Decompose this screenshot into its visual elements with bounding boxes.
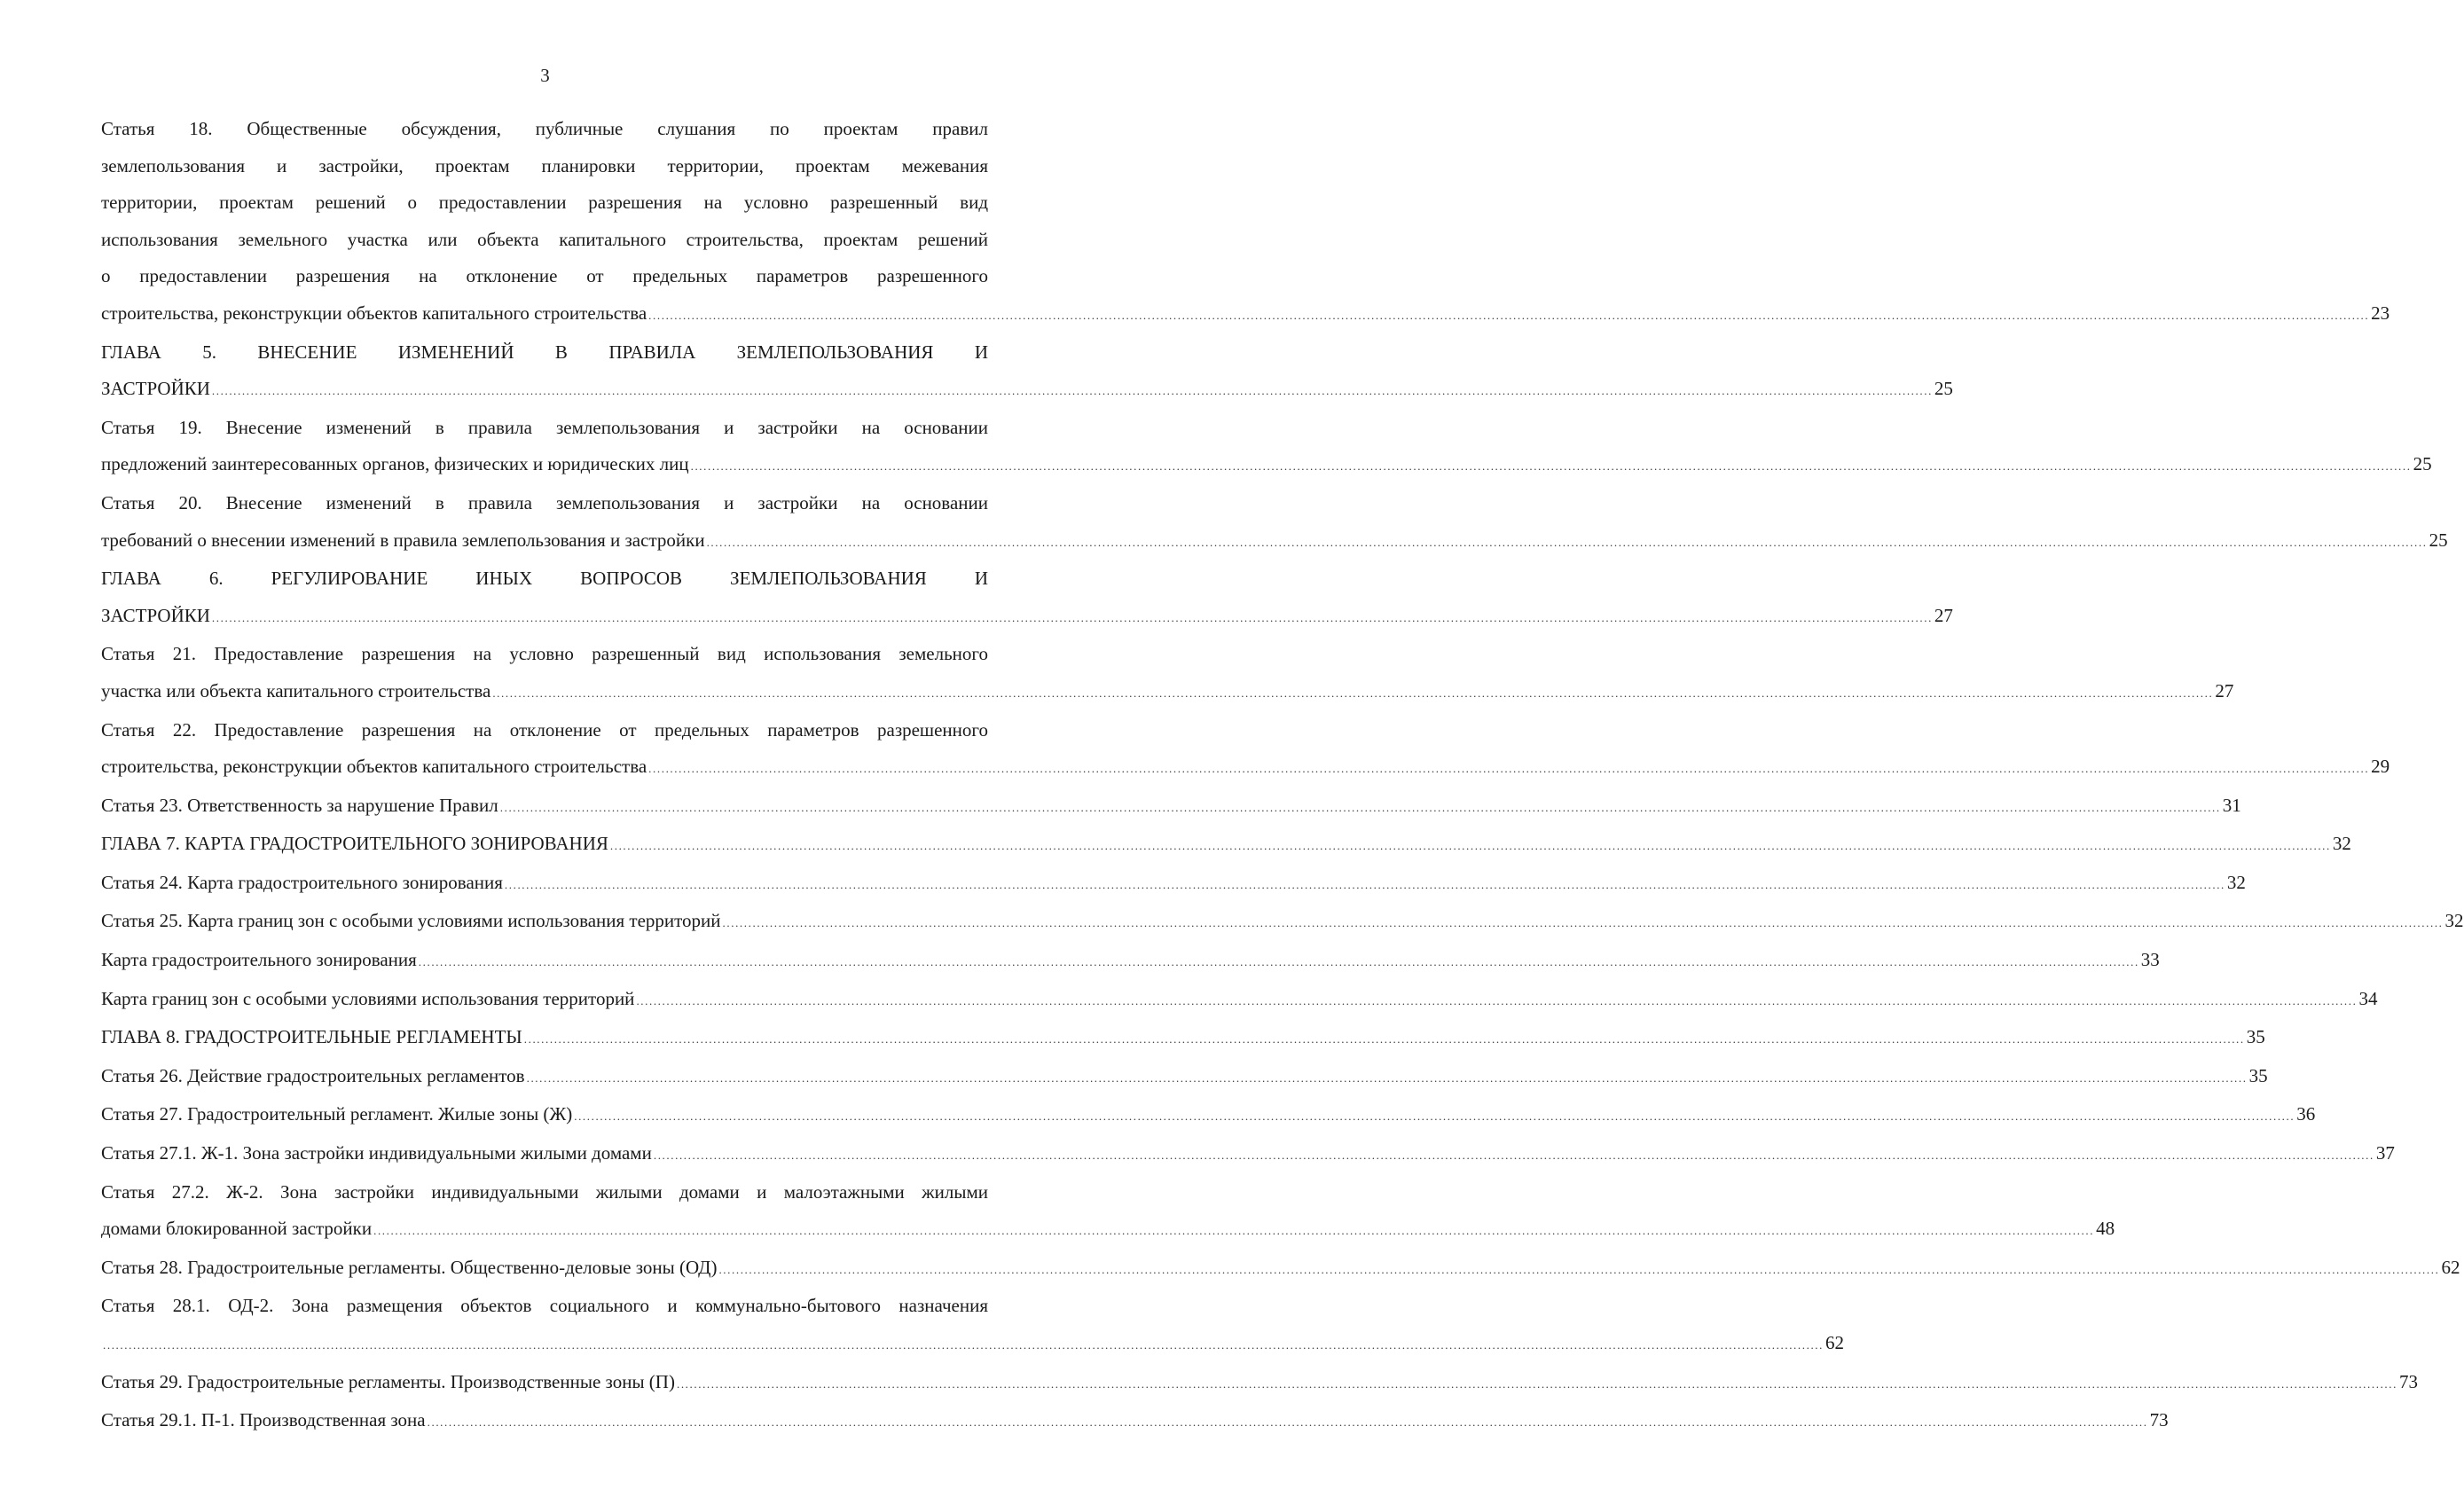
toc-entry-last-line: [101, 826, 2351, 865]
toc-entry-last-line: [101, 522, 2448, 561]
toc-page-number: 29: [2371, 756, 2390, 778]
toc-entry-last-line: [101, 1019, 2265, 1058]
dot-leader: ................................................................................................................................................................................................................................................................................................................................................................................................................: [690, 459, 2412, 474]
toc-entry[interactable]: [101, 788, 2241, 827]
toc-entry-line: Статья 27.2. Ж-2. Зона застройки индивидуальными жилыми домами и малоэтажными жилыми: [101, 1180, 988, 1203]
dot-leader: ................................................................................................................................................................................................................................................................................................................................................................................................................: [418, 955, 2139, 969]
dot-leader: ................................................................................................................................................................................................................................................................................................................................................................................................................: [653, 1148, 2374, 1163]
toc-entry[interactable]: [101, 1135, 2395, 1174]
toc-entry-title: участка или объекта капитального строительства: [101, 679, 491, 702]
toc-entry-line: использования земельного участка или объекта капитального строительства, проектам решений: [101, 228, 988, 250]
dot-leader: ................................................................................................................................................................................................................................................................................................................................................................................................................: [636, 993, 2358, 1007]
page-number: 3: [540, 65, 550, 86]
toc-page-number: 23: [2371, 302, 2390, 324]
toc-page-number: 32: [2226, 871, 2246, 893]
toc-page-number: 31: [2222, 794, 2241, 816]
toc-entry[interactable]: [101, 903, 2464, 942]
toc-entry-last-line: [101, 371, 1953, 410]
toc-entry-last-line: [101, 981, 2378, 1020]
toc-entry-title: Статья 29. Градостроительные регламенты. Производственные зоны (П): [101, 1370, 675, 1392]
toc-entry-title: Статья 27.1. Ж-1. Зона застройки индивидуальными жилыми домами: [101, 1142, 652, 1164]
toc-entry-last-line: [101, 295, 2390, 334]
toc-entry-title: Статья 24. Карта градостроительного зонирования: [101, 871, 503, 893]
toc-entry-last-line: [101, 1325, 1844, 1364]
toc-entry[interactable]: [101, 1288, 1844, 1363]
dot-leader: ................................................................................................................................................................................................................................................................................................................................................................................................................: [211, 384, 1933, 398]
toc-entry[interactable]: [101, 111, 2390, 334]
toc-entry[interactable]: [101, 981, 2378, 1020]
toc-entry[interactable]: [101, 334, 1953, 410]
toc-entry[interactable]: [101, 485, 2448, 560]
dot-leader: ................................................................................................................................................................................................................................................................................................................................................................................................................: [523, 1032, 2245, 1046]
toc-entry[interactable]: [101, 636, 2234, 711]
toc-entry-title: Статья 29.1. П-1. Производственная зона: [101, 1409, 426, 1431]
toc-entry-line: ГЛАВА 6. РЕГУЛИРОВАНИЕ ИНЫХ ВОПРОСОВ ЗЕМЛЕПОЛЬЗОВАНИЯ И: [101, 568, 988, 590]
toc-entry-last-line: [101, 446, 2432, 485]
toc-entry[interactable]: [101, 560, 1953, 636]
dot-leader: ................................................................................................................................................................................................................................................................................................................................................................................................................: [574, 1109, 2295, 1124]
toc-page-number: 73: [2398, 1370, 2418, 1392]
toc-entry-title: домами блокированной застройки: [101, 1218, 373, 1240]
toc-entry[interactable]: [101, 1174, 2115, 1250]
toc-entry-last-line: [101, 1096, 2316, 1135]
toc-page-number: 25: [2429, 529, 2448, 551]
toc-page-number: 73: [2149, 1409, 2169, 1431]
dot-leader: ................................................................................................................................................................................................................................................................................................................................................................................................................: [526, 1070, 2248, 1085]
toc-entry-last-line: [101, 1250, 2460, 1289]
dot-leader: ................................................................................................................................................................................................................................................................................................................................................................................................................: [648, 308, 2370, 322]
toc-entry-last-line: [101, 1211, 2115, 1250]
toc-entry-last-line: [101, 903, 2464, 942]
toc-entry-title: Статья 25. Карта границ зон с особыми условиями использования территорий: [101, 910, 721, 932]
toc-entry-title: ГЛАВА 7. КАРТА ГРАДОСТРОИТЕЛЬНОГО ЗОНИРОВАНИЯ: [101, 833, 608, 855]
dot-leader: ................................................................................................................................................................................................................................................................................................................................................................................................................: [373, 1224, 2095, 1238]
dot-leader: ................................................................................................................................................................................................................................................................................................................................................................................................................: [676, 1376, 2397, 1391]
toc-entry[interactable]: [101, 1402, 2169, 1441]
dot-leader: ................................................................................................................................................................................................................................................................................................................................................................................................................: [504, 877, 2225, 891]
dot-leader: ................................................................................................................................................................................................................................................................................................................................................................................................................: [722, 916, 2444, 930]
toc-entry-title: Статья 27. Градостроительный регламент. Жилые зоны (Ж): [101, 1103, 573, 1125]
toc-entry-title: строительства, реконструкции объектов капитального строительства: [101, 756, 647, 778]
toc-entry-last-line: [101, 1058, 2268, 1097]
toc-page-number: 32: [2332, 833, 2351, 855]
toc-entry-line: Статья 22. Предоставление разрешения на отклонение от предельных параметров разрешенного: [101, 718, 988, 741]
toc-entry-line: Статья 18. Общественные обсуждения, публичные слушания по проектам правил: [101, 118, 988, 139]
toc-entry-last-line: [101, 788, 2241, 827]
toc-entry-title: Статья 28. Градостроительные регламенты. Общественно-деловые зоны (ОД): [101, 1256, 718, 1278]
toc-page-number: 27: [1934, 604, 1953, 626]
toc-page-number: 33: [2140, 949, 2160, 971]
toc-entry[interactable]: [101, 1250, 2460, 1289]
toc-entry-last-line: [101, 673, 2234, 712]
toc-entry-line: землепользования и застройки, проектам планировки территории, проектам межевания: [101, 154, 988, 176]
toc-entry-title: ЗАСТРОЙКИ: [101, 378, 210, 400]
dot-leader: ................................................................................................................................................................................................................................................................................................................................................................................................................: [499, 800, 2221, 814]
table-of-contents: [101, 111, 2464, 1441]
toc-entry[interactable]: [101, 865, 2246, 904]
toc-page-number: 35: [2246, 1026, 2265, 1048]
dot-leader: ................................................................................................................................................................................................................................................................................................................................................................................................................: [427, 1415, 2148, 1430]
toc-entry-title: Карта границ зон с особыми условиями использования территорий: [101, 987, 635, 1009]
toc-entry-title: Статья 26. Действие градостроительных регламентов: [101, 1064, 525, 1086]
toc-entry[interactable]: [101, 1364, 2418, 1403]
dot-leader: ................................................................................................................................................................................................................................................................................................................................................................................................................: [492, 686, 2214, 700]
dot-leader: ................................................................................................................................................................................................................................................................................................................................................................................................................: [103, 1338, 1824, 1352]
toc-entry-last-line: [101, 598, 1953, 637]
toc-entry-title: Статья 23. Ответственность за нарушение Правил: [101, 794, 498, 816]
toc-entry[interactable]: [101, 1096, 2316, 1135]
toc-entry-last-line: [101, 942, 2160, 981]
toc-page-number: 34: [2358, 987, 2378, 1009]
dot-leader: ................................................................................................................................................................................................................................................................................................................................................................................................................: [718, 1262, 2440, 1276]
toc-entry-title: Карта градостроительного зонирования: [101, 949, 417, 971]
toc-page-number: 25: [1934, 378, 1953, 400]
toc-entry-line: Статья 19. Внесение изменений в правила землепользования и застройки на основании: [101, 416, 988, 438]
toc-entry-line: о предоставлении разрешения на отклонение от предельных параметров разрешенного: [101, 265, 988, 287]
dot-leader: ................................................................................................................................................................................................................................................................................................................................................................................................................: [706, 535, 2428, 549]
dot-leader: ................................................................................................................................................................................................................................................................................................................................................................................................................: [648, 762, 2370, 776]
toc-page-number: 27: [2215, 679, 2234, 702]
toc-entry-title: строительства, реконструкции объектов капитального строительства: [101, 302, 647, 324]
toc-entry-line: ГЛАВА 5. ВНЕСЕНИЕ ИЗМЕНЕНИЙ В ПРАВИЛА ЗЕМЛЕПОЛЬЗОВАНИЯ И: [101, 341, 988, 363]
toc-page-number: 32: [2444, 910, 2464, 932]
toc-entry-line: Статья 21. Предоставление разрешения на условно разрешенный вид использования земельного: [101, 643, 988, 665]
dot-leader: ................................................................................................................................................................................................................................................................................................................................................................................................................: [609, 839, 2331, 853]
toc-entry-last-line: [101, 1364, 2418, 1403]
toc-entry[interactable]: [101, 942, 2160, 981]
toc-entry-line: Статья 28.1. ОД-2. Зона размещения объектов социального и коммунально-бытового назначения: [101, 1295, 988, 1317]
toc-page-number: 25: [2413, 453, 2432, 475]
toc-entry-last-line: [101, 749, 2390, 788]
toc-entry[interactable]: [101, 826, 2351, 865]
toc-entry[interactable]: [101, 712, 2390, 788]
toc-entry-line: Статья 20. Внесение изменений в правила землепользования и застройки на основании: [101, 491, 988, 513]
toc-page-number: 37: [2375, 1142, 2395, 1164]
toc-entry-line: территории, проектам решений о предоставлении разрешения на условно разрешенный вид: [101, 192, 988, 214]
toc-page-number: 62: [1825, 1332, 1844, 1353]
dot-leader: ................................................................................................................................................................................................................................................................................................................................................................................................................: [211, 610, 1933, 624]
toc-entry-title: ЗАСТРОЙКИ: [101, 604, 210, 626]
toc-entry[interactable]: [101, 1058, 2268, 1097]
toc-entry[interactable]: [101, 1019, 2265, 1058]
toc-entry-last-line: [101, 1135, 2395, 1174]
toc-page-number: 36: [2296, 1103, 2316, 1125]
toc-page-number: 35: [2248, 1064, 2268, 1086]
toc-page-number: 48: [2096, 1218, 2115, 1240]
toc-entry-last-line: [101, 1402, 2169, 1441]
toc-entry-title: ГЛАВА 8. ГРАДОСТРОИТЕЛЬНЫЕ РЕГЛАМЕНТЫ: [101, 1026, 522, 1048]
toc-entry-title: предложений заинтересованных органов, физических и юридических лиц: [101, 453, 689, 475]
toc-page-number: 62: [2441, 1256, 2460, 1278]
toc-entry-last-line: [101, 865, 2246, 904]
toc-entry[interactable]: [101, 410, 2432, 485]
toc-entry-title: требований о внесении изменений в правила землепользования и застройки: [101, 529, 705, 551]
